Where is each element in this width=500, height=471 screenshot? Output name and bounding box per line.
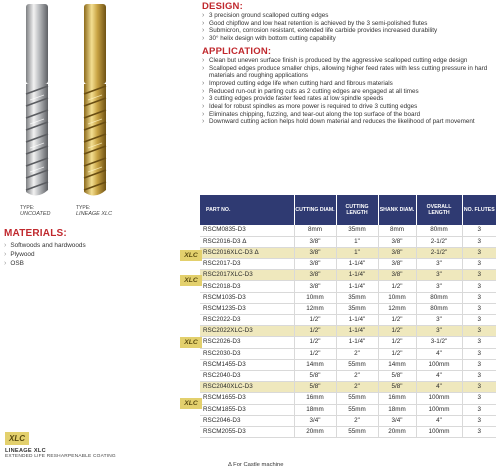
materials-heading: MATERIALS: — [4, 228, 67, 239]
cell-overall-length: 100mm — [416, 393, 462, 404]
cell-flutes: 3 — [462, 359, 496, 370]
header-cutting-diam: CUTTING DIAM. — [294, 195, 336, 225]
cell-flutes: 3 — [462, 382, 496, 393]
cell-cutting-length: 55mm — [336, 404, 378, 415]
cell-cutting-diam: 3/8" — [294, 259, 336, 270]
table-row — [200, 259, 496, 270]
list-item: › Plywood — [4, 250, 194, 259]
cell-cutting-diam: 8mm — [294, 225, 336, 236]
cell-shank-diam: 18mm — [378, 404, 416, 415]
header-overall-length: OVERALL LENGTH — [416, 195, 462, 225]
list-item: › Good chipflow and low heat retention is achieved by the 3 semi-polished flutes — [202, 20, 498, 28]
cell-cutting-length: 35mm — [336, 225, 378, 236]
cell-cutting-length: 35mm — [336, 303, 378, 314]
cell-flutes: 3 — [462, 315, 496, 326]
cell-overall-length: 100mm — [416, 404, 462, 415]
materials-section — [4, 228, 194, 269]
table-row — [200, 292, 496, 303]
table-row — [200, 247, 496, 258]
cell-cutting-length: 2" — [336, 348, 378, 359]
table-row — [200, 236, 496, 247]
cell-flutes: 3 — [462, 370, 496, 381]
cell-cutting-length: 2" — [336, 370, 378, 381]
cell-part-no: RSCM1455-D3 — [200, 359, 294, 370]
cell-overall-length: 3" — [416, 259, 462, 270]
type-label-uncoated: TYPE: UNCOATED — [20, 205, 51, 217]
materials-list — [4, 241, 194, 269]
cell-cutting-length: 1" — [336, 236, 378, 247]
type-label-lineage-xlc: TYPE: LINEAGE XLC — [76, 205, 113, 217]
cell-cutting-diam: 3/8" — [294, 270, 336, 281]
cell-cutting-length: 2" — [336, 415, 378, 426]
cell-cutting-diam: 5/8" — [294, 370, 336, 381]
cell-cutting-length: 1-1/4" — [336, 270, 378, 281]
cell-flutes: 3 — [462, 259, 496, 270]
cell-overall-length: 4" — [416, 415, 462, 426]
cell-part-no: RSC2026-D3 — [200, 337, 294, 348]
cell-flutes: 3 — [462, 281, 496, 292]
table-row — [200, 382, 496, 393]
xlc-row-tag: XLC — [180, 250, 202, 261]
cell-part-no: RSCM0835-D3 — [200, 225, 294, 236]
cell-shank-diam: 3/4" — [378, 415, 416, 426]
cell-part-no: RSC2017XLC-D3 — [200, 270, 294, 281]
cell-cutting-diam: 5/8" — [294, 382, 336, 393]
cell-part-no: RSC2016-D3 Δ — [200, 236, 294, 247]
cell-part-no: RSCM1235-D3 — [200, 303, 294, 314]
cell-shank-diam: 16mm — [378, 393, 416, 404]
cell-shank-diam: 3/8" — [378, 247, 416, 258]
list-item: › Scalloped edges produce smaller chips, allowing higher feed rates with less cutting pressure in hard materials and roughing applications — [202, 65, 498, 80]
cell-flutes: 3 — [462, 236, 496, 247]
cell-shank-diam: 5/8" — [378, 370, 416, 381]
cell-part-no: RSC2040XLC-D3 — [200, 382, 294, 393]
cell-flutes: 3 — [462, 326, 496, 337]
cell-part-no: RSCM1655-D3 — [200, 393, 294, 404]
tool-images — [0, 0, 200, 225]
cell-overall-length: 3" — [416, 270, 462, 281]
cell-cutting-length: 55mm — [336, 359, 378, 370]
cell-part-no: RSCM1035-D3 — [200, 292, 294, 303]
cell-cutting-length: 1-1/4" — [336, 281, 378, 292]
lineage-xlc-bit — [84, 4, 106, 196]
cell-flutes: 3 — [462, 393, 496, 404]
table-row — [200, 359, 496, 370]
cell-cutting-diam: 1/2" — [294, 337, 336, 348]
cell-cutting-length: 1-1/4" — [336, 326, 378, 337]
cell-overall-length: 3" — [416, 281, 462, 292]
cell-overall-length: 80mm — [416, 303, 462, 314]
cell-shank-diam: 3/8" — [378, 259, 416, 270]
cell-shank-diam: 10mm — [378, 292, 416, 303]
cell-flutes: 3 — [462, 270, 496, 281]
table-header-row — [200, 195, 496, 225]
spec-table-body — [200, 225, 496, 438]
cell-shank-diam: 1/2" — [378, 337, 416, 348]
cell-cutting-diam: 1/2" — [294, 326, 336, 337]
cell-part-no: RSCM2055-D3 — [200, 426, 294, 437]
design-heading: DESIGN: — [202, 1, 243, 12]
list-item: › 30° helix design with bottom cutting capability — [202, 35, 498, 43]
router-bit-illustrations — [0, 0, 200, 210]
cell-cutting-length: 1" — [336, 247, 378, 258]
list-item: › Clean but uneven surface finish is produced by the aggressive scalloped cutting edge design — [202, 57, 498, 65]
cell-cutting-length: 35mm — [336, 292, 378, 303]
cell-flutes: 3 — [462, 225, 496, 236]
cell-overall-length: 2-1/2" — [416, 247, 462, 258]
cell-overall-length: 80mm — [416, 225, 462, 236]
cell-shank-diam: 1/2" — [378, 315, 416, 326]
cell-overall-length: 2-1/2" — [416, 236, 462, 247]
cell-flutes: 3 — [462, 348, 496, 359]
cell-overall-length: 80mm — [416, 292, 462, 303]
cell-flutes: 3 — [462, 426, 496, 437]
cell-part-no: RSC2030-D3 — [200, 348, 294, 359]
cell-shank-diam: 20mm — [378, 426, 416, 437]
cell-part-no: RSC2022XLC-D3 — [200, 326, 294, 337]
table-row — [200, 270, 496, 281]
cell-cutting-length: 55mm — [336, 393, 378, 404]
xlc-row-tag: XLC — [180, 275, 202, 286]
cell-cutting-diam: 20mm — [294, 426, 336, 437]
cell-cutting-diam: 12mm — [294, 303, 336, 314]
application-list — [202, 57, 498, 126]
cell-shank-diam: 8mm — [378, 225, 416, 236]
cell-overall-length: 4" — [416, 382, 462, 393]
cell-overall-length: 100mm — [416, 359, 462, 370]
cell-cutting-length: 1-1/4" — [336, 337, 378, 348]
cell-cutting-diam: 18mm — [294, 404, 336, 415]
table-row — [200, 225, 496, 236]
cell-cutting-length: 1-1/4" — [336, 315, 378, 326]
cell-cutting-diam: 10mm — [294, 292, 336, 303]
cell-flutes: 3 — [462, 404, 496, 415]
list-item: › Improved cutting edge life when cutting hard and fibrous materials — [202, 80, 498, 88]
legend-title: LINEAGE XLC — [5, 448, 46, 454]
cell-part-no: RSC2040-D3 — [200, 370, 294, 381]
cell-shank-diam: 12mm — [378, 303, 416, 314]
application-heading: APPLICATION: — [202, 45, 272, 57]
table-row — [200, 348, 496, 359]
table-row — [200, 404, 496, 415]
cell-overall-length: 3" — [416, 315, 462, 326]
table-row — [200, 337, 496, 348]
table-row — [200, 315, 496, 326]
cell-cutting-diam: 1/2" — [294, 348, 336, 359]
cell-shank-diam: 14mm — [378, 359, 416, 370]
cell-overall-length: 100mm — [416, 426, 462, 437]
table-row — [200, 281, 496, 292]
cell-cutting-diam: 14mm — [294, 359, 336, 370]
cell-overall-length: 4" — [416, 370, 462, 381]
header-part-no: PART NO. — [200, 195, 294, 225]
list-item: › Ideal for robust spindles as more power is required to drive 3 cutting edges — [202, 103, 498, 111]
design-list — [202, 12, 498, 43]
table-row — [200, 426, 496, 437]
cell-flutes: 3 — [462, 292, 496, 303]
cell-shank-diam: 1/2" — [378, 348, 416, 359]
cell-cutting-length: 55mm — [336, 426, 378, 437]
cell-part-no: RSC2018-D3 — [200, 281, 294, 292]
header-flutes: NO. FLUTES — [462, 195, 496, 225]
table-row — [200, 326, 496, 337]
header-shank-diam: SHANK DIAM. — [378, 195, 416, 225]
cell-cutting-diam: 3/8" — [294, 247, 336, 258]
cell-part-no: RSC2046-D3 — [200, 415, 294, 426]
cell-flutes: 3 — [462, 337, 496, 348]
cell-flutes: 3 — [462, 247, 496, 258]
xlc-row-tag: XLC — [180, 398, 202, 409]
xlc-badge: XLC — [5, 432, 29, 445]
castle-footnote: Δ For Castle machine — [228, 462, 284, 468]
cell-part-no: RSC2022-D3 — [200, 315, 294, 326]
list-item: › 3 cutting edges provide faster feed rates at low spindle speeds — [202, 95, 498, 103]
cell-flutes: 3 — [462, 303, 496, 314]
cell-flutes: 3 — [462, 415, 496, 426]
table-row — [200, 415, 496, 426]
cell-shank-diam: 3/8" — [378, 236, 416, 247]
cell-overall-length: 3" — [416, 326, 462, 337]
legend-subtitle: EXTENDED LIFE RESHARPENABLE COATING — [5, 454, 116, 459]
list-item: › Reduced run-out in parting cuts as 2 cutting edges are engaged at all times — [202, 88, 498, 96]
cell-shank-diam: 1/2" — [378, 281, 416, 292]
cell-part-no: RSC2016XLC-D3 Δ — [200, 247, 294, 258]
cell-overall-length: 4" — [416, 348, 462, 359]
cell-cutting-diam: 3/8" — [294, 236, 336, 247]
cell-shank-diam: 1/2" — [378, 326, 416, 337]
list-item: › Submicron, corrosion resistant, extended life carbide provides increased durability — [202, 27, 498, 35]
cell-cutting-diam: 16mm — [294, 393, 336, 404]
spec-table — [200, 195, 496, 438]
cell-shank-diam: 5/8" — [378, 382, 416, 393]
table-row — [200, 303, 496, 314]
cell-cutting-length: 2" — [336, 382, 378, 393]
cell-cutting-diam: 3/8" — [294, 281, 336, 292]
xlc-legend — [5, 428, 195, 459]
header-cutting-length: CUTTING LENGTH — [336, 195, 378, 225]
table-row — [200, 370, 496, 381]
xlc-row-tag: XLC — [180, 337, 202, 348]
list-item: › OSB — [4, 259, 194, 268]
cell-cutting-diam: 3/4" — [294, 415, 336, 426]
table-row — [200, 393, 496, 404]
list-item: › Softwoods and hardwoods — [4, 241, 194, 250]
list-item: › 3 precision ground scalloped cutting edges — [202, 12, 498, 20]
cell-part-no: RSCM1855-D3 — [200, 404, 294, 415]
list-item: › Downward cutting action helps hold down material and reduces the likelihood of part movement — [202, 118, 498, 126]
cell-cutting-diam: 1/2" — [294, 315, 336, 326]
cell-cutting-length: 1-1/4" — [336, 259, 378, 270]
list-item: › Eliminates chipping, fuzzing, and tear-out along the top surface of the board — [202, 111, 498, 119]
cell-overall-length: 3-1/2" — [416, 337, 462, 348]
cell-part-no: RSC2017-D3 — [200, 259, 294, 270]
cell-shank-diam: 3/8" — [378, 270, 416, 281]
description-column — [202, 1, 498, 129]
uncoated-bit — [26, 4, 48, 196]
